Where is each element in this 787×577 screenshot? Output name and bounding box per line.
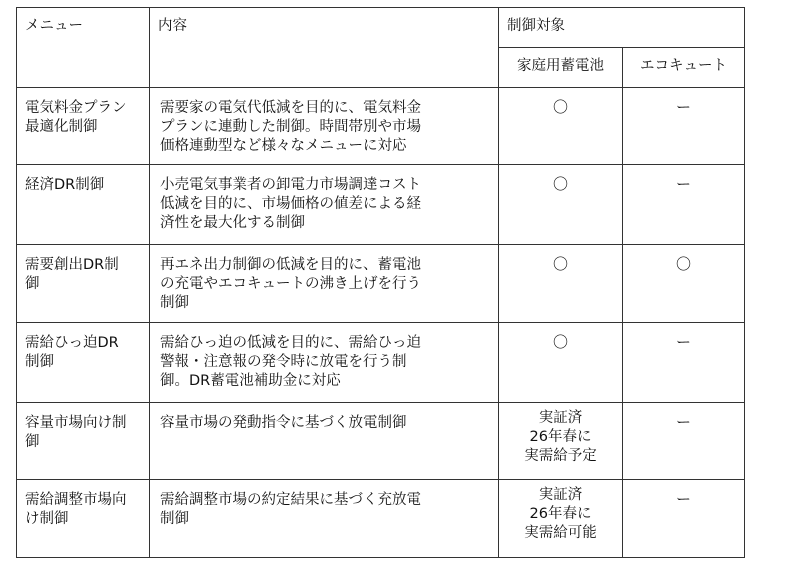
description-cell	[150, 88, 499, 165]
battery-status-cell	[499, 480, 623, 558]
description-cell	[150, 165, 499, 245]
battery-cell: 〇	[499, 88, 623, 165]
battery-cell: 〇	[499, 245, 623, 323]
description-line: 制御	[160, 295, 189, 311]
header-content: 内容	[150, 8, 499, 88]
menu-line: 経済DR制御	[25, 177, 105, 193]
description-line: 再エネ出力制御の低減を目的に、蓄電池	[160, 257, 421, 273]
description-cell	[150, 245, 499, 323]
header-battery: 家庭用蓄電池	[499, 48, 623, 88]
menu-cell	[17, 323, 150, 403]
description-line: 制御	[160, 511, 189, 527]
control-menu-table-wrapper	[16, 7, 745, 558]
description-cell	[150, 480, 499, 558]
control-menu-table	[16, 7, 745, 558]
description-line: 済性を最大化する制御	[160, 215, 305, 231]
battery-status-line: 26年春に	[529, 506, 592, 522]
description-line: 需給ひっ迫の低減を目的に、需給ひっ迫	[160, 335, 421, 351]
description-line: 低減を目的に、市場価格の値差による経	[160, 196, 421, 212]
battery-cell: 〇	[499, 165, 623, 245]
menu-cell	[17, 403, 150, 480]
menu-cell	[17, 480, 150, 558]
header-target: 制御対象	[499, 8, 745, 48]
menu-line: 御	[25, 434, 40, 450]
description-line: 御。DR蓄電池補助金に対応	[160, 373, 341, 389]
description-line: 需要家の電気代低減を目的に、電気料金	[160, 100, 421, 116]
table-row	[17, 165, 745, 245]
header-ecocute: エコキュート	[623, 48, 745, 88]
ecocute-cell: ー	[623, 88, 745, 165]
battery-status-line: 実需給予定	[524, 448, 597, 464]
ecocute-cell: ー	[623, 323, 745, 403]
header-row	[17, 8, 745, 48]
menu-line: 御	[25, 276, 40, 292]
menu-line: 需給調整市場向	[25, 492, 127, 508]
description-line: 需給調整市場の約定結果に基づく充放電	[160, 492, 421, 508]
menu-line: 最適化制御	[25, 119, 98, 135]
menu-line: 電気料金プラン	[25, 100, 127, 116]
menu-line: 需要創出DR制	[25, 257, 119, 273]
header-menu: メニュー	[17, 8, 150, 88]
menu-cell	[17, 165, 150, 245]
table-row	[17, 323, 745, 403]
menu-cell	[17, 245, 150, 323]
description-line: 価格連動型など様々なメニューに対応	[160, 138, 407, 154]
description-line: 警報・注意報の発令時に放電を行う制	[160, 354, 407, 370]
battery-cell: 〇	[499, 323, 623, 403]
table-row	[17, 403, 745, 480]
ecocute-cell: ー	[623, 165, 745, 245]
description-line: 容量市場の発動指令に基づく放電制御	[160, 415, 407, 431]
battery-status-line: 実証済	[538, 410, 583, 426]
battery-status-line: 実需給可能	[524, 525, 597, 541]
menu-line: 容量市場向け制	[25, 415, 127, 431]
battery-status-line: 実証済	[538, 487, 583, 503]
menu-line: 制御	[25, 354, 54, 370]
menu-line: け制御	[25, 511, 69, 527]
description-line: の充電やエコキュートの沸き上げを行う	[160, 276, 421, 292]
ecocute-cell: 〇	[623, 245, 745, 323]
battery-status-cell	[499, 403, 623, 480]
table-row	[17, 480, 745, 558]
battery-status-line: 26年春に	[529, 429, 592, 445]
description-line: 小売電気事業者の卸電力市場調達コスト	[160, 177, 421, 193]
menu-line: 需給ひっ迫DR	[25, 335, 119, 351]
menu-cell	[17, 88, 150, 165]
ecocute-cell: ー	[623, 403, 745, 480]
ecocute-cell: ー	[623, 480, 745, 558]
description-cell	[150, 323, 499, 403]
description-line: プランに連動した制御。時間帯別や市場	[160, 119, 421, 135]
table-row	[17, 245, 745, 323]
table-row	[17, 88, 745, 165]
description-cell	[150, 403, 499, 480]
